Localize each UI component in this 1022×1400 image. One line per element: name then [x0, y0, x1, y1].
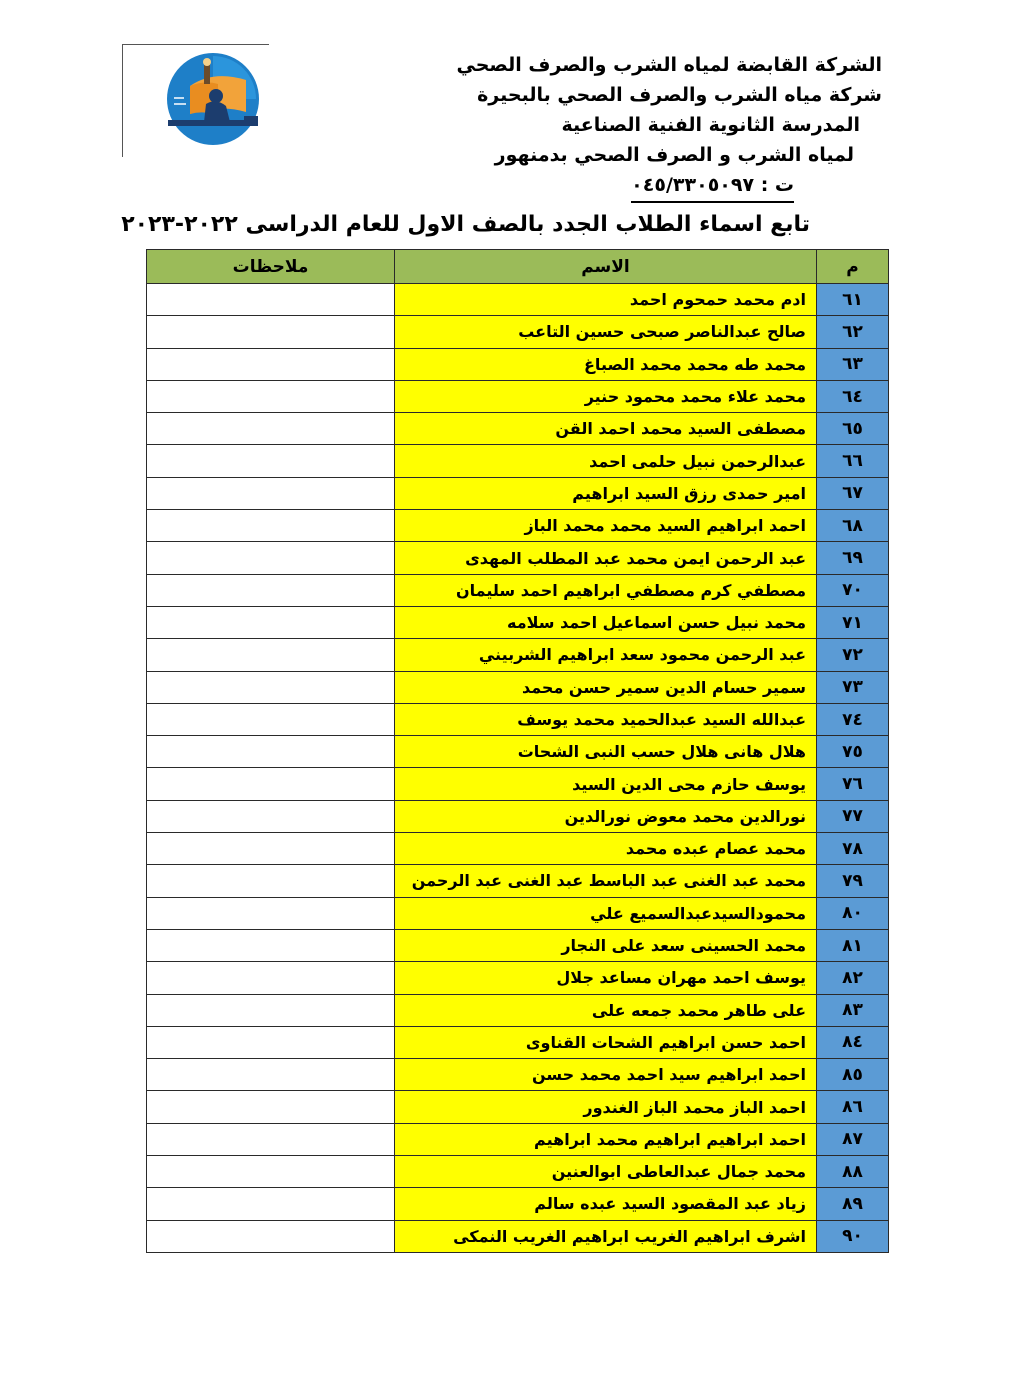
student-name: محمد عبد الغنى عبد الباسط عبد الغنى عبد الرحمن [395, 865, 817, 897]
header-name: الاسم [395, 250, 817, 284]
row-notes [147, 768, 395, 800]
row-number: ٧٩ [817, 865, 889, 897]
row-notes [147, 703, 395, 735]
row-notes [147, 1026, 395, 1058]
row-notes [147, 477, 395, 509]
student-name: ادم محمد حمحوم احمد [395, 284, 817, 316]
student-name: محمد الحسينى سعد على النجار [395, 929, 817, 961]
table-row [147, 1123, 889, 1155]
row-notes [147, 542, 395, 574]
student-name: احمد ابراهيم السيد محمد محمد الباز [395, 510, 817, 542]
student-name: عبدالله السيد عبدالحميد محمد يوسف [395, 703, 817, 735]
student-name: عبد الرحمن ايمن محمد عبد المطلب المهدى [395, 542, 817, 574]
company-header [456, 50, 882, 203]
school-emblem-icon [160, 50, 266, 148]
row-number: ٦٩ [817, 542, 889, 574]
row-notes [147, 1156, 395, 1188]
table-row [147, 445, 889, 477]
row-number: ٨٦ [817, 1091, 889, 1123]
table-header-row [147, 250, 889, 284]
student-name: سمير حسام الدين سمير حسن محمد [395, 671, 817, 703]
row-notes [147, 510, 395, 542]
row-number: ٨٧ [817, 1123, 889, 1155]
row-number: ٦٣ [817, 348, 889, 380]
row-notes [147, 800, 395, 832]
row-number: ٧٦ [817, 768, 889, 800]
student-name: مصطفى السيد محمد احمد القن [395, 413, 817, 445]
student-name: محمد علاء محمد محمود حنير [395, 380, 817, 412]
row-number: ٦٧ [817, 477, 889, 509]
student-name: عبد الرحمن محمود سعد ابراهيم الشربيني [395, 639, 817, 671]
row-number: ٦٦ [817, 445, 889, 477]
table-row [147, 929, 889, 961]
table-row [147, 671, 889, 703]
table-row [147, 542, 889, 574]
row-number: ٨٤ [817, 1026, 889, 1058]
row-notes [147, 284, 395, 316]
table-row [147, 1091, 889, 1123]
row-number: ٩٠ [817, 1220, 889, 1252]
student-name: يوسف حازم محى الدين السيد [395, 768, 817, 800]
table-row [147, 1188, 889, 1220]
table-row [147, 639, 889, 671]
row-number: ٦١ [817, 284, 889, 316]
row-notes [147, 962, 395, 994]
table-row [147, 380, 889, 412]
student-name: محمد جمال عبدالعاطى ابوالعنين [395, 1156, 817, 1188]
student-name: اشرف ابراهيم الغريب ابراهيم الغريب النمكى [395, 1220, 817, 1252]
students-table [146, 249, 889, 1253]
row-notes [147, 606, 395, 638]
header-holding-company: الشركة القابضة لمياه الشرب والصرف الصحي [456, 54, 882, 76]
table-row [147, 413, 889, 445]
row-number: ٨٨ [817, 1156, 889, 1188]
student-name: نورالدين محمد معوض نورالدين [395, 800, 817, 832]
student-name: صالح عبدالناصر صبحى حسين التاعب [395, 316, 817, 348]
table-row [147, 897, 889, 929]
table-row [147, 1156, 889, 1188]
student-name: محمد طه محمد محمد الصباغ [395, 348, 817, 380]
student-name: يوسف احمد مهران مساعد جلال [395, 962, 817, 994]
row-notes [147, 1188, 395, 1220]
row-number: ٧٠ [817, 574, 889, 606]
row-number: ٦٤ [817, 380, 889, 412]
table-row [147, 1059, 889, 1091]
student-name: هلال هانى هلال حسب النبى الشحات [395, 736, 817, 768]
table-row [147, 477, 889, 509]
header-num: م [817, 250, 889, 284]
row-number: ٧٣ [817, 671, 889, 703]
row-notes [147, 671, 395, 703]
row-number: ٧١ [817, 606, 889, 638]
student-name: محمد عصام عبده محمد [395, 833, 817, 865]
row-notes [147, 1123, 395, 1155]
table-row [147, 833, 889, 865]
header-notes: ملاحظات [147, 250, 395, 284]
row-notes [147, 574, 395, 606]
row-number: ٧٨ [817, 833, 889, 865]
row-number: ٨١ [817, 929, 889, 961]
row-number: ٨٣ [817, 994, 889, 1026]
student-name: احمد ابراهيم سيد احمد محمد حسن [395, 1059, 817, 1091]
table-row [147, 865, 889, 897]
row-number: ٦٨ [817, 510, 889, 542]
row-notes [147, 1220, 395, 1252]
table-row [147, 316, 889, 348]
student-name: احمد الباز محمد الباز الغندور [395, 1091, 817, 1123]
row-number: ٧٥ [817, 736, 889, 768]
student-name: عبدالرحمن نبيل حلمى احمد [395, 445, 817, 477]
student-name: محمودالسيدعبدالسميع علي [395, 897, 817, 929]
row-notes [147, 348, 395, 380]
table-row [147, 800, 889, 832]
row-number: ٨٥ [817, 1059, 889, 1091]
row-notes [147, 380, 395, 412]
table-row [147, 962, 889, 994]
student-name: زياد عبد المقصود السيد عبده سالم [395, 1188, 817, 1220]
row-notes [147, 316, 395, 348]
table-row [147, 1220, 889, 1252]
row-notes [147, 1059, 395, 1091]
header-company: شركة مياه الشرب والصرف الصحي بالبحيرة [477, 84, 882, 106]
page-title: تابع اسماء الطلاب الجدد بالصف الاول للعام الدراسى ٢٠٢٢-٢٠٢٣ [121, 212, 810, 237]
header-phone: ت : ٠٤٥/٣٣٠٥٠٩٧ [631, 170, 794, 203]
row-notes [147, 833, 395, 865]
row-number: ٨٠ [817, 897, 889, 929]
student-name: على طاهر محمد جمعه على [395, 994, 817, 1026]
table-row [147, 510, 889, 542]
row-notes [147, 445, 395, 477]
header-school-specialty: لمياه الشرب و الصرف الصحي بدمنهور [494, 144, 854, 166]
row-number: ٦٥ [817, 413, 889, 445]
table-row [147, 348, 889, 380]
table-row [147, 606, 889, 638]
table-row [147, 994, 889, 1026]
student-name: مصطفي كرم مصطفي ابراهيم احمد سليمان [395, 574, 817, 606]
row-notes [147, 1091, 395, 1123]
row-notes [147, 639, 395, 671]
student-name: محمد نبيل حسن اسماعيل احمد سلامه [395, 606, 817, 638]
row-number: ٧٧ [817, 800, 889, 832]
student-name: احمد ابراهيم ابراهيم محمد ابراهيم [395, 1123, 817, 1155]
row-number: ٧٤ [817, 703, 889, 735]
row-notes [147, 994, 395, 1026]
table-row [147, 284, 889, 316]
row-number: ٨٩ [817, 1188, 889, 1220]
row-number: ٨٢ [817, 962, 889, 994]
header-school: المدرسة الثانوية الفنية الصناعية [561, 114, 860, 136]
row-notes [147, 736, 395, 768]
table-row [147, 768, 889, 800]
row-number: ٧٢ [817, 639, 889, 671]
row-notes [147, 929, 395, 961]
row-notes [147, 897, 395, 929]
row-notes [147, 865, 395, 897]
table-row [147, 1026, 889, 1058]
student-name: احمد حسن ابراهيم الشحات القناوى [395, 1026, 817, 1058]
row-notes [147, 413, 395, 445]
row-number: ٦٢ [817, 316, 889, 348]
table-row [147, 574, 889, 606]
table-row [147, 703, 889, 735]
student-name: امير حمدى رزق السيد ابراهيم [395, 477, 817, 509]
table-row [147, 736, 889, 768]
table-body [147, 284, 889, 1253]
